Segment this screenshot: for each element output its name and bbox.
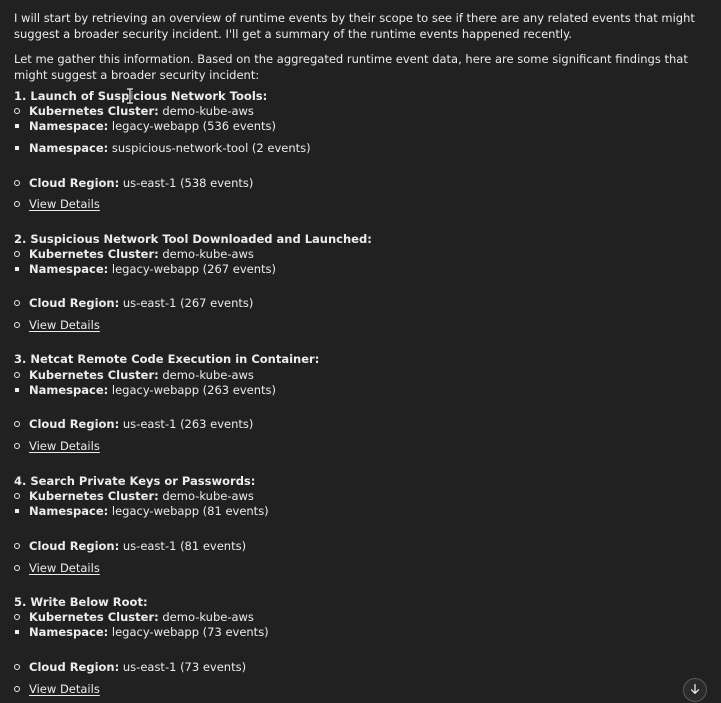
namespace-label: Namespace: — [29, 262, 109, 276]
list-item-link — [14, 438, 100, 454]
cluster-label: Kubernetes Cluster: — [29, 368, 159, 382]
region-label: Cloud Region: — [29, 660, 120, 674]
list-item-namespace — [14, 118, 276, 134]
finding-title: 5. Write Below Root: — [14, 595, 148, 609]
region-value: us-east-1 (538 events) — [122, 176, 254, 190]
bullet-icon — [14, 251, 29, 257]
bullet-icon — [14, 108, 29, 114]
cluster-label: Kubernetes Cluster: — [29, 489, 159, 503]
list-item-link — [14, 681, 100, 697]
bullet-icon — [14, 493, 29, 499]
cluster-value: demo-kube-aws — [162, 610, 254, 624]
list-item-region — [14, 538, 246, 554]
namespace-label: Namespace: — [29, 141, 109, 155]
bullet-icon — [14, 322, 29, 328]
namespace-label: Namespace: — [29, 504, 109, 518]
intro-paragraph-1: I will start by retrieving an overview of runtime events by their scope to see if there are any related events that might suggest a broader security incident. I'll get a summary of the runtime events happened recently. — [14, 11, 695, 41]
namespace-value: legacy-webapp (263 events) — [111, 383, 276, 397]
bullet-icon — [14, 664, 29, 670]
bullet-icon — [14, 372, 29, 378]
region-value: us-east-1 (81 events) — [122, 539, 247, 553]
namespace-value: suspicious-network-tool (2 events) — [111, 141, 311, 155]
view-details-link[interactable]: View Details — [29, 318, 100, 332]
region-value: us-east-1 (267 events) — [122, 296, 254, 310]
finding-title: 4. Search Private Keys or Passwords: — [14, 474, 256, 488]
bullet-icon — [14, 388, 29, 392]
region-value: us-east-1 (263 events) — [122, 417, 254, 431]
bullet-icon — [14, 565, 29, 571]
bullet-icon — [14, 180, 29, 186]
namespace-value: legacy-webapp (73 events) — [111, 625, 269, 639]
view-details-link[interactable]: View Details — [29, 439, 100, 453]
region-label: Cloud Region: — [29, 176, 120, 190]
cluster-value: demo-kube-aws — [162, 247, 254, 261]
cluster-value: demo-kube-aws — [162, 489, 254, 503]
finding-title: 1. Launch of Suspicious Network Tools: — [14, 89, 268, 103]
view-details-link[interactable]: View Details — [29, 561, 100, 575]
list-item-namespace — [14, 503, 269, 519]
view-details-link[interactable]: View Details — [29, 682, 100, 696]
view-details-link[interactable]: View Details — [29, 197, 100, 211]
bullet-icon — [14, 443, 29, 449]
bullet-icon — [14, 124, 29, 128]
list-item-region — [14, 659, 246, 675]
list-item-link — [14, 317, 100, 333]
arrow-down-icon — [689, 683, 701, 698]
region-label: Cloud Region: — [29, 417, 120, 431]
region-value: us-east-1 (73 events) — [122, 660, 247, 674]
list-item-link — [14, 560, 100, 576]
list-item-namespace — [14, 261, 276, 277]
list-item-namespace — [14, 382, 276, 398]
cluster-value: demo-kube-aws — [162, 368, 254, 382]
bullet-icon — [14, 614, 29, 620]
list-item-cluster — [14, 488, 254, 504]
bullet-icon — [14, 146, 29, 150]
namespace-label: Namespace: — [29, 383, 109, 397]
bullet-icon — [14, 300, 29, 306]
bullet-icon — [14, 630, 29, 634]
bullet-icon — [14, 201, 29, 207]
list-item-link — [14, 196, 100, 212]
list-item-cluster — [14, 246, 254, 262]
scroll-to-bottom-button[interactable] — [683, 678, 707, 702]
bullet-icon — [14, 509, 29, 513]
bullet-icon — [14, 421, 29, 427]
list-item-cluster — [14, 103, 254, 119]
cluster-value: demo-kube-aws — [162, 104, 254, 118]
region-label: Cloud Region: — [29, 296, 120, 310]
list-item-region — [14, 295, 253, 311]
namespace-value: legacy-webapp (267 events) — [111, 262, 276, 276]
cluster-label: Kubernetes Cluster: — [29, 104, 159, 118]
list-item-cluster — [14, 609, 254, 625]
namespace-value: legacy-webapp (536 events) — [111, 119, 276, 133]
finding-title: 3. Netcat Remote Code Execution in Container: — [14, 352, 320, 366]
bullet-icon — [14, 267, 29, 271]
bullet-icon — [14, 686, 29, 692]
cluster-label: Kubernetes Cluster: — [29, 610, 159, 624]
bullet-icon — [14, 543, 29, 549]
finding-title: 2. Suspicious Network Tool Downloaded and Launched: — [14, 232, 372, 246]
namespace-label: Namespace: — [29, 625, 109, 639]
namespace-label: Namespace: — [29, 119, 109, 133]
list-item-namespace — [14, 140, 311, 156]
namespace-value: legacy-webapp (81 events) — [111, 504, 269, 518]
list-item-region — [14, 416, 253, 432]
list-item-namespace — [14, 624, 269, 640]
cluster-label: Kubernetes Cluster: — [29, 247, 159, 261]
list-item-cluster — [14, 367, 254, 383]
region-label: Cloud Region: — [29, 539, 120, 553]
list-item-region — [14, 175, 253, 191]
mouse-cursor-icon — [125, 88, 135, 104]
intro-paragraph-2: Let me gather this information. Based on the aggregated runtime event data, here are some significant findings that might suggest a broader security incident: — [14, 52, 688, 82]
